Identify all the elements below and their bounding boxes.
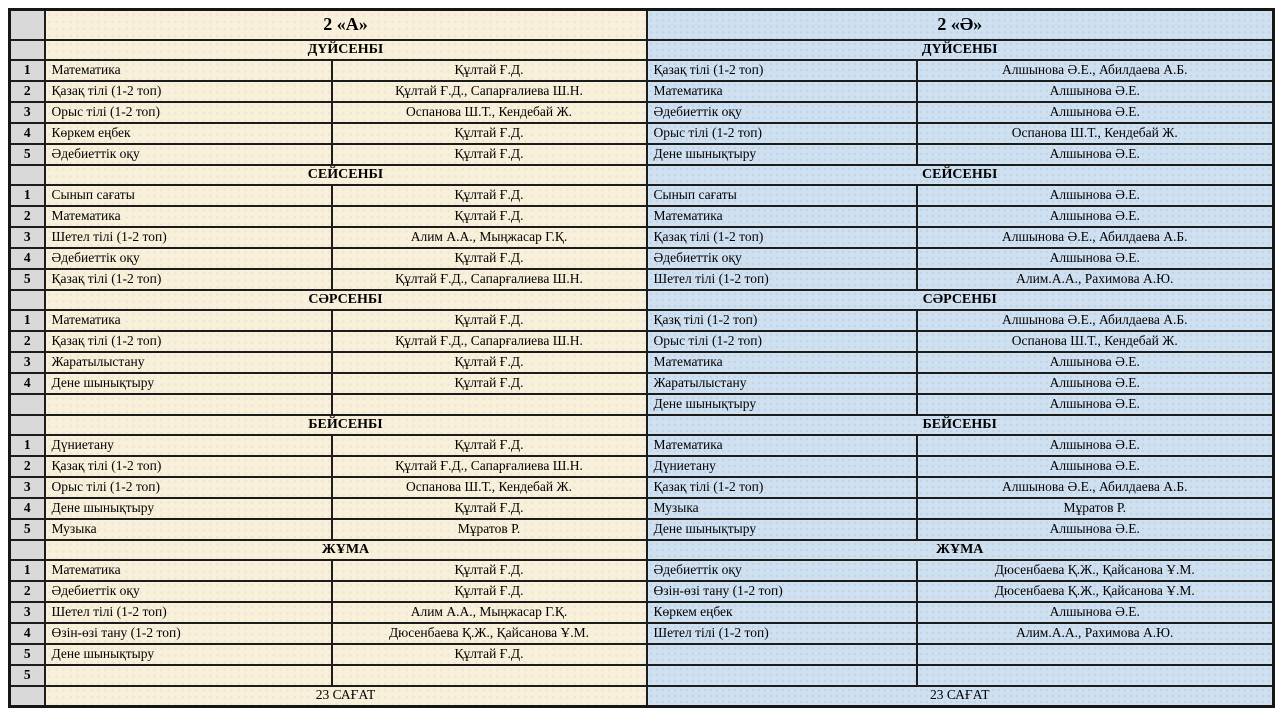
teacher-cell-left: Құлтай Ғ.Д. <box>332 560 647 581</box>
subject-cell-left: Математика <box>45 310 332 331</box>
teacher-cell-right: Алшынова Ә.Е. <box>917 373 1274 394</box>
subject-cell-left: Шетел тілі (1-2 топ) <box>45 227 332 248</box>
teacher-cell-right: Алшынова Ә.Е. <box>917 435 1274 456</box>
lesson-number-cell: 2 <box>10 81 45 102</box>
teacher-cell-right: Алшынова Ә.Е. <box>917 352 1274 373</box>
teacher-cell-left: Құлтай Ғ.Д. <box>332 248 647 269</box>
teacher-cell-right: Алшынова Ә.Е. <box>917 185 1274 206</box>
teacher-cell-right: Оспанова Ш.Т., Кендебай Ж. <box>917 331 1274 352</box>
lesson-number-cell: 3 <box>10 352 45 373</box>
teacher-cell-left: Оспанова Ш.Т., Кендебай Ж. <box>332 477 647 498</box>
subject-cell-left: Орыс тілі (1-2 топ) <box>45 102 332 123</box>
teacher-cell-right: Алшынова Ә.Е. <box>917 144 1274 165</box>
teacher-cell-left: Дюсенбаева Қ.Ж., Қайсанова Ұ.М. <box>332 623 647 644</box>
timetable-sheet <box>8 8 1275 708</box>
teacher-cell-right: Дюсенбаева Қ.Ж., Қайсанова Ұ.М. <box>917 560 1274 581</box>
subject-cell-left: Әдебиеттік оқу <box>45 581 332 602</box>
teacher-cell-right: Алшынова Ә.Е., Абилдаева А.Б. <box>917 310 1274 331</box>
subject-cell-right: Жаратылыстану <box>647 373 917 394</box>
teacher-cell-right: Алшынова Ә.Е. <box>917 206 1274 227</box>
teacher-cell-right: Алшынова Ә.Е. <box>917 602 1274 623</box>
row-number-cell <box>10 165 45 185</box>
subject-cell-right: Қазқ тілі (1-2 топ) <box>647 310 917 331</box>
subject-cell-right: Математика <box>647 352 917 373</box>
subject-cell-right: Сынып сағаты <box>647 185 917 206</box>
teacher-cell-right: Оспанова Ш.Т., Кендебай Ж. <box>917 123 1274 144</box>
lesson-number-cell: 3 <box>10 477 45 498</box>
teacher-cell-right: Алшынова Ә.Е., Абилдаева А.Б. <box>917 60 1274 81</box>
timetable-table <box>8 8 1275 708</box>
lesson-number-cell: 3 <box>10 602 45 623</box>
subject-cell-right: Өзін-өзі тану (1-2 топ) <box>647 581 917 602</box>
row-number-cell <box>10 10 45 40</box>
teacher-cell-left <box>332 665 647 686</box>
subject-cell-left: Орыс тілі (1-2 топ) <box>45 477 332 498</box>
subject-cell-right: Қазақ тілі (1-2 топ) <box>647 227 917 248</box>
lesson-number-cell: 4 <box>10 123 45 144</box>
row-number-cell <box>10 540 45 560</box>
subject-cell-right: Дүниетану <box>647 456 917 477</box>
teacher-cell-left: Алим А.А., Мыңжасар Г.Қ. <box>332 602 647 623</box>
day-header-right: ДҮЙСЕНБІ <box>647 40 1274 60</box>
lesson-number-cell: 2 <box>10 206 45 227</box>
subject-cell-left: Көркем еңбек <box>45 123 332 144</box>
footer-total-right: 23 САҒАТ <box>647 686 1274 707</box>
day-header-left: ДҮЙСЕНБІ <box>45 40 647 60</box>
teacher-cell-left: Құлтай Ғ.Д. <box>332 352 647 373</box>
day-header-left: БЕЙСЕНБІ <box>45 415 647 435</box>
teacher-cell-right: Мұратов Р. <box>917 498 1274 519</box>
teacher-cell-left: Құлтай Ғ.Д. <box>332 60 647 81</box>
row-number-cell <box>10 290 45 310</box>
lesson-number-cell: 2 <box>10 581 45 602</box>
subject-cell-right: Дене шынықтыру <box>647 144 917 165</box>
day-header-right: СЕЙСЕНБІ <box>647 165 1274 185</box>
lesson-number-cell: 4 <box>10 248 45 269</box>
footer-total-left: 23 САҒАТ <box>45 686 647 707</box>
lesson-number-cell: 5 <box>10 519 45 540</box>
teacher-cell-left: Құлтай Ғ.Д. <box>332 123 647 144</box>
teacher-cell-right: Алшынова Ә.Е. <box>917 248 1274 269</box>
teacher-cell-right: Алшынова Ә.Е. <box>917 102 1274 123</box>
timetable-body <box>10 10 1274 707</box>
day-header-right: СӘРСЕНБІ <box>647 290 1274 310</box>
lesson-number-cell: 2 <box>10 331 45 352</box>
lesson-number-cell: 1 <box>10 185 45 206</box>
subject-cell-left: Дене шынықтыру <box>45 498 332 519</box>
teacher-cell-right: Алшынова Ә.Е., Абилдаева А.Б. <box>917 227 1274 248</box>
subject-cell-right: Қазақ тілі (1-2 топ) <box>647 477 917 498</box>
lesson-number-cell: 4 <box>10 373 45 394</box>
teacher-cell-right: Алшынова Ә.Е., Абилдаева А.Б. <box>917 477 1274 498</box>
teacher-cell-left <box>332 394 647 415</box>
subject-cell-right: Шетел тілі (1-2 топ) <box>647 269 917 290</box>
teacher-cell-left: Құлтай Ғ.Д., Сапарғалиева Ш.Н. <box>332 269 647 290</box>
teacher-cell-left: Құлтай Ғ.Д., Сапарғалиева Ш.Н. <box>332 456 647 477</box>
lesson-number-cell: 3 <box>10 102 45 123</box>
lesson-number-cell <box>10 394 45 415</box>
lesson-number-cell: 1 <box>10 60 45 81</box>
subject-cell-left: Дене шынықтыру <box>45 644 332 665</box>
lesson-number-cell: 1 <box>10 435 45 456</box>
subject-cell-right: Әдебиеттік оқу <box>647 248 917 269</box>
day-header-right: БЕЙСЕНБІ <box>647 415 1274 435</box>
subject-cell-right: Орыс тілі (1-2 топ) <box>647 331 917 352</box>
subject-cell-left: Сынып сағаты <box>45 185 332 206</box>
row-number-cell <box>10 40 45 60</box>
subject-cell-left: Шетел тілі (1-2 топ) <box>45 602 332 623</box>
teacher-cell-right: Алшынова Ә.Е. <box>917 456 1274 477</box>
lesson-number-cell: 5 <box>10 144 45 165</box>
subject-cell-right: Қазақ тілі (1-2 топ) <box>647 60 917 81</box>
teacher-cell-left: Құлтай Ғ.Д. <box>332 373 647 394</box>
subject-cell-left: Математика <box>45 206 332 227</box>
teacher-cell-left: Мұратов Р. <box>332 519 647 540</box>
teacher-cell-right: Алшынова Ә.Е. <box>917 519 1274 540</box>
teacher-cell-right: Алшынова Ә.Е. <box>917 81 1274 102</box>
subject-cell-right: Дене шынықтыру <box>647 394 917 415</box>
lesson-number-cell: 5 <box>10 269 45 290</box>
teacher-cell-left: Құлтай Ғ.Д. <box>332 206 647 227</box>
subject-cell-left: Музыка <box>45 519 332 540</box>
teacher-cell-left: Құлтай Ғ.Д. <box>332 498 647 519</box>
class-header-right: 2 «Ә» <box>647 10 1274 40</box>
subject-cell-right: Әдебиеттік оқу <box>647 560 917 581</box>
day-header-left: СЕЙСЕНБІ <box>45 165 647 185</box>
subject-cell-left: Әдебиеттік оқу <box>45 248 332 269</box>
lesson-number-cell: 1 <box>10 310 45 331</box>
lesson-number-cell: 1 <box>10 560 45 581</box>
subject-cell-right: Математика <box>647 206 917 227</box>
teacher-cell-left: Құлтай Ғ.Д. <box>332 310 647 331</box>
teacher-cell-left: Құлтай Ғ.Д. <box>332 644 647 665</box>
teacher-cell-right: Алшынова Ә.Е. <box>917 394 1274 415</box>
teacher-cell-right <box>917 644 1274 665</box>
day-header-right: ЖҰМА <box>647 540 1274 560</box>
subject-cell-left <box>45 394 332 415</box>
teacher-cell-left: Құлтай Ғ.Д. <box>332 144 647 165</box>
subject-cell-right: Музыка <box>647 498 917 519</box>
subject-cell-left: Математика <box>45 60 332 81</box>
teacher-cell-right: Алим.А.А., Рахимова А.Ю. <box>917 623 1274 644</box>
subject-cell-left: Өзін-өзі тану (1-2 топ) <box>45 623 332 644</box>
subject-cell-right: Шетел тілі (1-2 топ) <box>647 623 917 644</box>
teacher-cell-left: Алим А.А., Мыңжасар Г.Қ. <box>332 227 647 248</box>
subject-cell-right <box>647 644 917 665</box>
teacher-cell-left: Оспанова Ш.Т., Кендебай Ж. <box>332 102 647 123</box>
subject-cell-left: Қазақ тілі (1-2 топ) <box>45 81 332 102</box>
lesson-number-cell: 2 <box>10 456 45 477</box>
teacher-cell-right: Дюсенбаева Қ.Ж., Қайсанова Ұ.М. <box>917 581 1274 602</box>
subject-cell-right: Математика <box>647 81 917 102</box>
day-header-left: СӘРСЕНБІ <box>45 290 647 310</box>
subject-cell-right: Орыс тілі (1-2 топ) <box>647 123 917 144</box>
subject-cell-left: Қазақ тілі (1-2 топ) <box>45 331 332 352</box>
subject-cell-left: Дүниетану <box>45 435 332 456</box>
subject-cell-left: Қазақ тілі (1-2 топ) <box>45 456 332 477</box>
day-header-left: ЖҰМА <box>45 540 647 560</box>
teacher-cell-left: Құлтай Ғ.Д. <box>332 185 647 206</box>
lesson-number-cell: 4 <box>10 498 45 519</box>
teacher-cell-left: Құлтай Ғ.Д., Сапарғалиева Ш.Н. <box>332 331 647 352</box>
teacher-cell-left: Құлтай Ғ.Д. <box>332 581 647 602</box>
subject-cell-left <box>45 665 332 686</box>
teacher-cell-left: Құлтай Ғ.Д., Сапарғалиева Ш.Н. <box>332 81 647 102</box>
subject-cell-right: Дене шынықтыру <box>647 519 917 540</box>
subject-cell-left: Жаратылыстану <box>45 352 332 373</box>
subject-cell-right <box>647 665 917 686</box>
class-header-left: 2 «А» <box>45 10 647 40</box>
row-number-cell <box>10 686 45 707</box>
lesson-number-cell: 3 <box>10 227 45 248</box>
lesson-number-cell: 5 <box>10 644 45 665</box>
subject-cell-right: Көркем еңбек <box>647 602 917 623</box>
teacher-cell-right: Алим.А.А., Рахимова А.Ю. <box>917 269 1274 290</box>
row-number-cell <box>10 415 45 435</box>
subject-cell-right: Математика <box>647 435 917 456</box>
subject-cell-left: Қазақ тілі (1-2 топ) <box>45 269 332 290</box>
teacher-cell-left: Құлтай Ғ.Д. <box>332 435 647 456</box>
subject-cell-left: Математика <box>45 560 332 581</box>
subject-cell-left: Дене шынықтыру <box>45 373 332 394</box>
lesson-number-cell: 4 <box>10 623 45 644</box>
lesson-number-cell: 5 <box>10 665 45 686</box>
subject-cell-right: Әдебиеттік оқу <box>647 102 917 123</box>
subject-cell-left: Әдебиеттік оқу <box>45 144 332 165</box>
teacher-cell-right <box>917 665 1274 686</box>
